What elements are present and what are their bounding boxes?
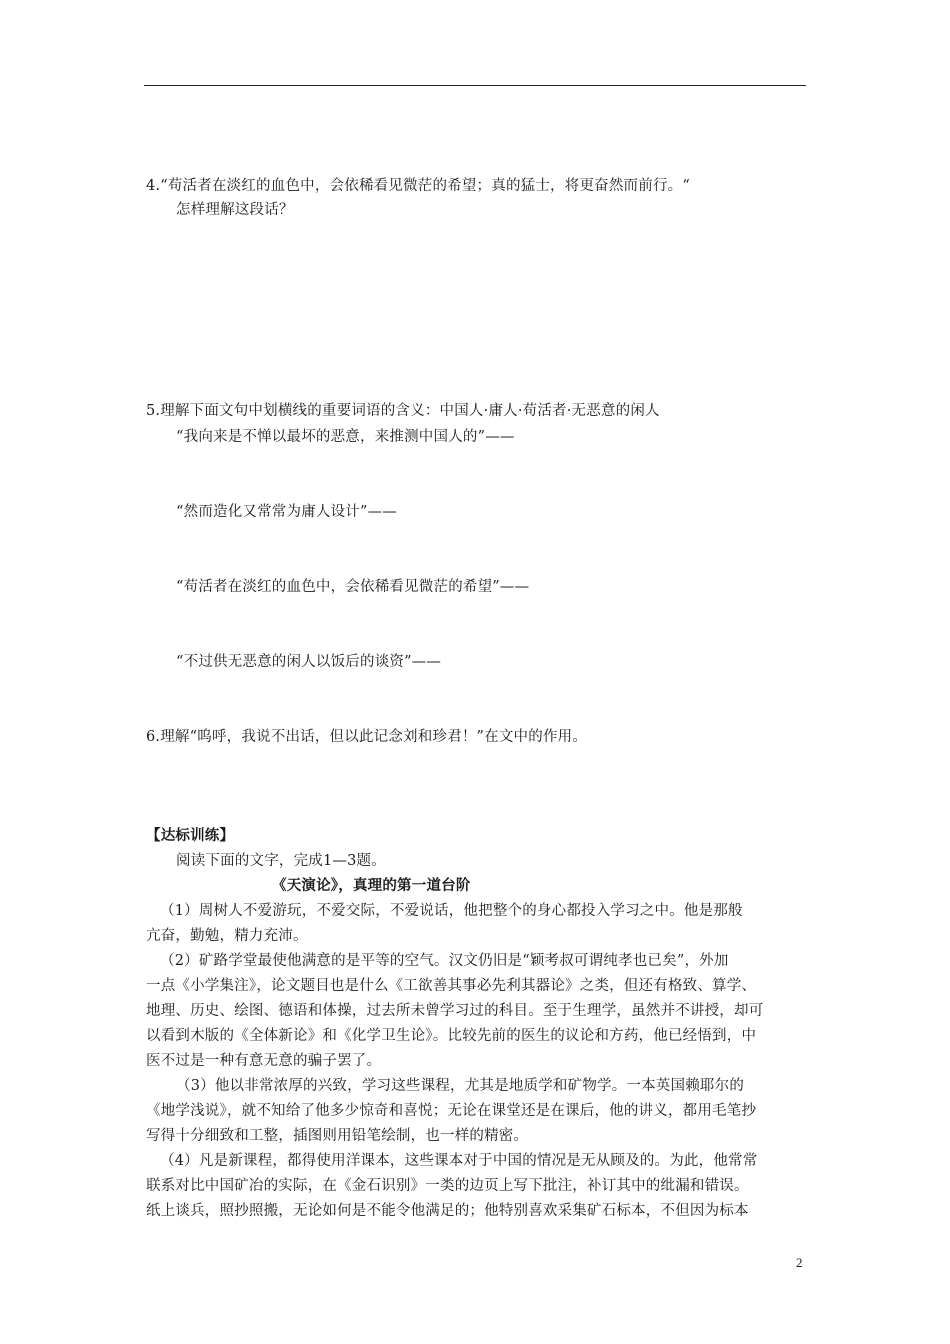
question-5-item: “然而造化又常常为庸人设计”—— [176,504,398,520]
article-line: 《地学浅说》，就不知给了他多少惊奇和喜悦；无论在课堂还是在课后，他的讲义，都用毛笔抄 [146,1103,757,1119]
article-line: 以看到木版的《全体新论》和《化学卫生论》。比较先前的医生的议论和方药，他已经悟到，中 [146,1028,757,1044]
question-5-item: “我向来是不惮以最坏的恶意，来推测中国人的”—— [176,429,515,445]
question-5-item: “不过供无恶意的闲人以饭后的谈资”—— [176,654,442,670]
page-number: 2 [796,1255,803,1270]
question-5-item: “苟活者在淡红的血色中，会依稀看见微茫的希望”—— [176,579,530,595]
article-line: 亢奋，勤勉，精力充沛。 [146,928,308,944]
section-heading: 【达标训练】 [146,828,235,844]
article-line: （2）矿路学堂最使他满意的是平等的空气。汉文仍旧是“颖考叔可谓纯孝也已矣”，外加 [160,953,729,969]
question-4-text: 4.“苟活者在淡红的血色中，会依稀看见微茫的希望；真的猛士，将更奋然而前行。“ [146,178,690,194]
article-line: 纸上谈兵，照抄照搬，无论如何是不能令他满足的；他特别喜欢采集矿石标本，不但因为标本 [146,1203,749,1219]
article-line: （3）他以非常浓厚的兴致，学习这些课程，尤其是地质学和矿物学。一本英国赖耶尔的 [176,1078,745,1094]
question-6-text: 6.理解“呜呼，我说不出话，但以此记念刘和珍君！”在文中的作用。 [146,729,588,745]
section-instruction: 阅读下面的文字，完成1—3题。 [176,853,386,869]
header-rule [144,85,806,86]
article-line: （4）凡是新课程，都得使用洋课本，这些课本对于中国的情况是无从顾及的。为此，他常常 [160,1153,758,1169]
article-line: （1）周树人不爱游玩，不爱交际，不爱说话，他把整个的身心都投入学习之中。他是那般 [160,903,743,919]
article-line: 医不过是一种有意无意的骗子罢了。 [146,1053,382,1069]
article-line: 一点《小学集注》，论文题目也是什么《工欲善其事必先利其器论》之类，但还有格致、算学、 [146,978,757,994]
question-4-prompt: 怎样理解这段话？ [176,202,294,218]
article-line: 地理、历史、绘图、德语和体操，过去所未曾学习过的科目。至于生理学，虽然并不讲授，却可 [146,1003,764,1019]
article-line: 联系对比中国矿冶的实际，在《金石识别》一类的边页上写下批注，补订其中的纰漏和错误。 [146,1178,749,1194]
article-line: 写得十分细致和工整，插图则用铅笔绘制，也一样的精密。 [146,1128,529,1144]
question-5-title: 5.理解下面文句中划横线的重要词语的含义：中国人·庸人·苟活者·无恶意的闲人 [146,403,660,419]
article-title: 《天演论》，真理的第一道台阶 [272,878,471,894]
